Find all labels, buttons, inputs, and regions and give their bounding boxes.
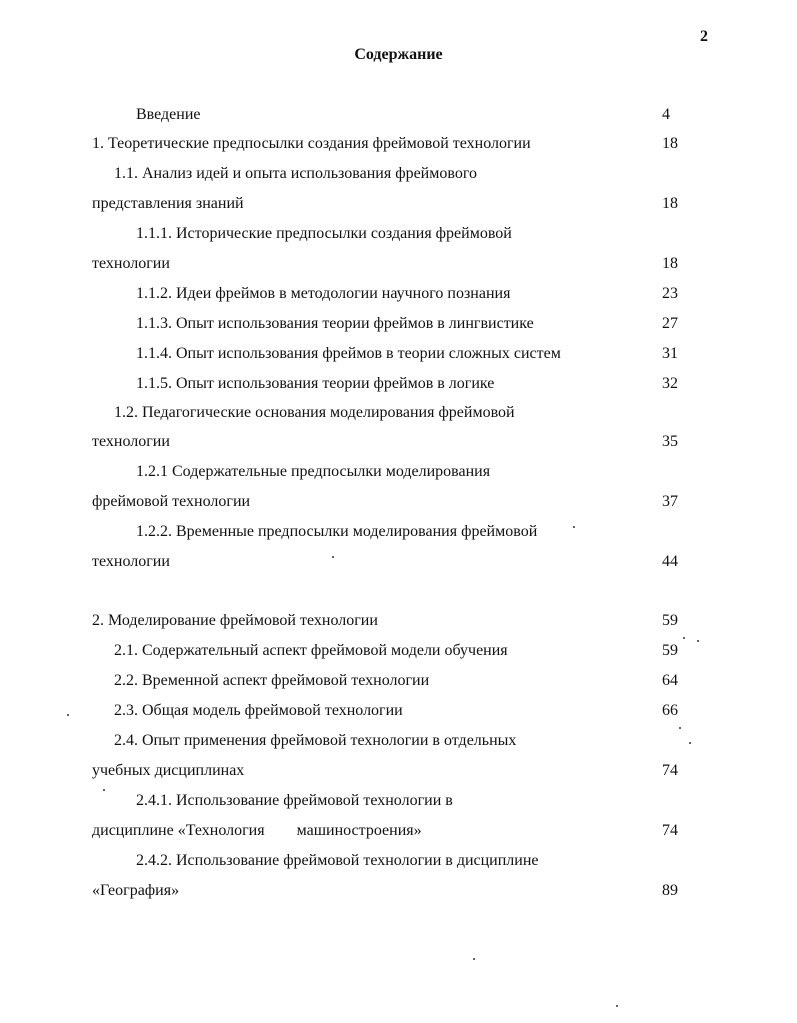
toc-entry-page: 23 [662,285,678,302]
scan-speck [679,727,681,729]
toc-entry-page: 18 [662,135,678,152]
toc-entry-page: 89 [662,882,678,899]
scan-speck [689,742,691,744]
toc-entry-page: 37 [662,493,678,510]
scan-speck [573,526,575,528]
toc-entry-text: дисциплине «Технология машиностроения» [92,822,422,839]
toc-entry-text: 2.3. Общая модель фреймовой технологии [114,702,403,719]
toc-entry-page: 4 [662,106,670,123]
toc-entry-page: 59 [662,642,678,659]
toc-entry-page: 66 [662,702,678,719]
scan-speck [683,637,685,639]
toc-entry-text: Введение [136,106,201,123]
toc-entry-text: 1.2.1 Содержательные предпосылки моделирования [136,463,491,480]
toc-entry-text: 1.1.2. Идеи фреймов в методологии научного познания [136,285,511,302]
toc-entry-text: 1.1.1. Исторические предпосылки создания фреймовой [136,225,512,242]
toc-entry-page: 18 [662,255,678,272]
toc-entry-page: 31 [662,345,678,362]
toc-entry-page: 64 [662,672,678,689]
toc-entry-text: фреймовой технологии [92,493,251,510]
scan-speck [616,1005,618,1007]
toc-entry-text: 1.2.2. Временные предпосылки моделирования фреймовой [136,523,538,540]
toc-entry-page: 35 [662,433,678,450]
toc-entry-text: 1.1.5. Опыт использования теории фреймов в логике [136,375,495,392]
toc-entry-text: «География» [92,882,180,899]
scan-speck [697,640,699,642]
toc-entry-page: 27 [662,315,678,332]
page-title: Содержание [354,46,443,63]
toc-entry-text: учебных дисциплинах [92,762,245,779]
scan-speck [332,556,334,558]
toc-entry-page: 18 [662,195,678,212]
toc-entry-text: представления знаний [92,195,244,212]
toc-entry-text: 1.1. Анализ идей и опыта использования фреймового [114,165,477,182]
toc-entry-text: технологии [92,553,170,570]
toc-entry-text: технологии [92,433,170,450]
toc-entry-page: 32 [662,375,678,392]
toc-entry-text: 2.4.1. Использование фреймовой технологии в [136,792,453,809]
toc-entry-text: 2.4.2. Использование фреймовой технологии в дисциплине [136,852,539,869]
toc-entry-text: 1.2. Педагогические основания моделирования фреймовой [114,404,515,421]
page-number: 2 [700,28,708,45]
toc-entry-page: 59 [662,612,678,629]
toc-entry-page: 74 [662,822,678,839]
scan-speck [103,789,105,791]
toc-entry-text: 1. Теоретические предпосылки создания фреймовой технологии [92,135,531,152]
toc-entry-text: технологии [92,255,170,272]
toc-entry-text: 2. Моделирование фреймовой технологии [92,612,378,629]
toc-entry-text: 1.1.4. Опыт использования фреймов в теории сложных систем [136,345,561,362]
scan-speck [473,958,475,960]
scan-speck [67,714,69,716]
toc-entry-text: 2.2. Временной аспект фреймовой технологии [114,672,430,689]
toc-entry-page: 44 [662,553,678,570]
toc-entry-text: 2.1. Содержательный аспект фреймовой модели обучения [114,642,508,659]
toc-entry-text: 2.4. Опыт применения фреймовой технологии в отдельных [114,732,517,749]
toc-entry-page: 74 [662,762,678,779]
toc-entry-text: 1.1.3. Опыт использования теории фреймов в лингвистике [136,315,534,332]
